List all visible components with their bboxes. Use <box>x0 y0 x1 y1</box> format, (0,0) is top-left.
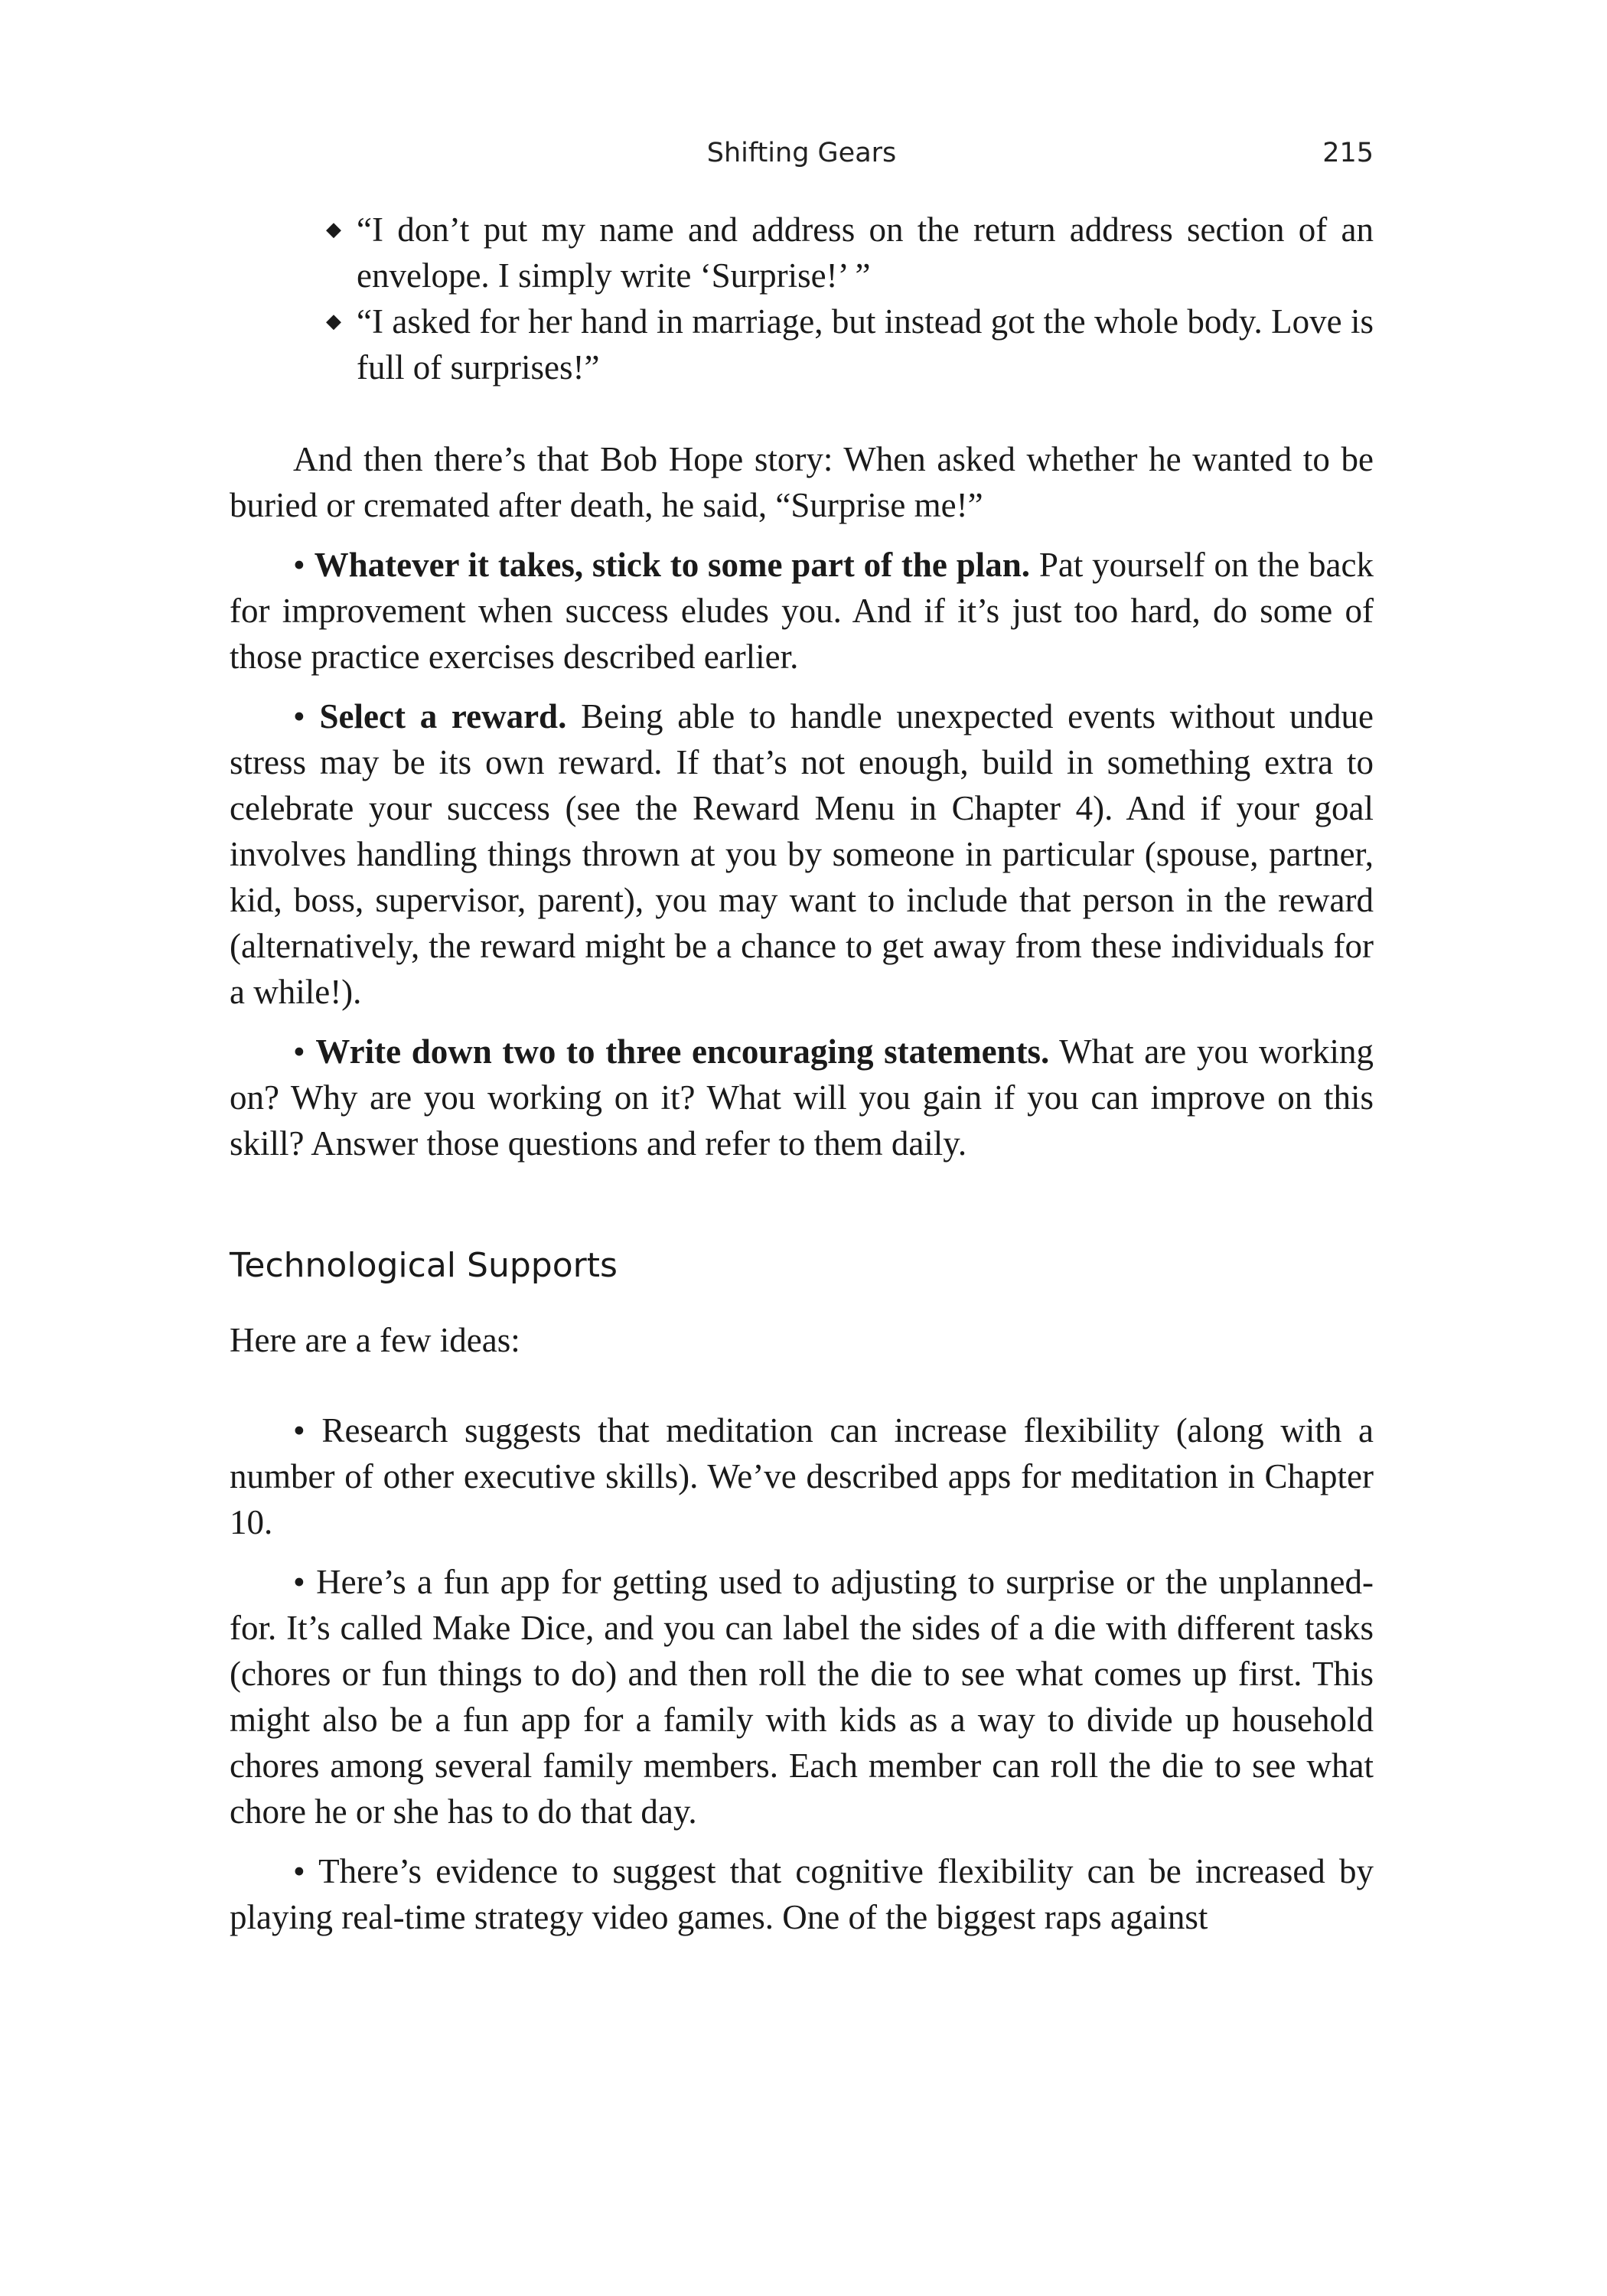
running-head <box>230 130 1374 176</box>
quote-text: “I asked for her hand in marriage, but instead got the whole body. Love is full of surprises!” <box>357 302 1374 386</box>
quote-item <box>230 298 1374 390</box>
bullet-icon: • <box>293 546 305 584</box>
section-intro: Here are a few ideas: <box>230 1320 520 1359</box>
idea-paragraph <box>230 1559 1374 1835</box>
bullet-icon: • <box>293 697 305 735</box>
tip-paragraph <box>230 542 1374 680</box>
bullet-icon: • <box>293 1562 305 1601</box>
body-paragraph: And then there’s that Bob Hope story: When asked whether he wanted to be buried or cremated after death, he said, “Surprise me!” <box>230 440 1374 524</box>
idea-paragraph <box>230 1407 1374 1545</box>
bullet-icon: • <box>293 1411 305 1450</box>
quote-list <box>230 207 1374 390</box>
tip-paragraph <box>230 693 1374 1015</box>
running-title: Shifting Gears <box>706 138 897 168</box>
idea-text: Here’s a fun app for getting used to adjusting to surprise or the unplanned-for. It’s called Make Dice, and you can label the sides of a die with different tasks (chores or fun things to do) and then roll the die to see what comes up first. This might also be a fun app for a family with kids as a way to divide up household chores among several family members. Each member can roll the die to see what chore he or she has to do that day. <box>230 1562 1374 1831</box>
section-heading: Technological Supports <box>230 1246 618 1285</box>
tip-lead: Write down two to three encouraging statements. <box>315 1032 1050 1071</box>
idea-text: Research suggests that meditation can increase flexibility (along with a number of other executive skills). We’ve described apps for meditation in Chapter 10. <box>230 1411 1374 1541</box>
tip-lead: Select a reward. <box>319 697 567 735</box>
quote-text: “I don’t put my name and address on the return address section of an envelope. I simply write ‘Surprise!’ ” <box>357 210 1374 295</box>
diamond-bullet-icon: ◆ <box>326 218 341 240</box>
quote-item <box>230 207 1374 298</box>
idea-paragraph <box>230 1848 1374 1940</box>
tip-paragraph <box>230 1029 1374 1166</box>
bullet-icon: • <box>293 1032 305 1071</box>
book-page <box>230 130 1374 1940</box>
idea-text: There’s evidence to suggest that cognitive flexibility can be increased by playing real-time strategy video games. One of the biggest raps against <box>230 1851 1374 1936</box>
diamond-bullet-icon: ◆ <box>326 310 341 332</box>
bullet-icon: • <box>293 1851 305 1890</box>
tip-body: Being able to handle unexpected events without undue stress may be its own reward. If that’s not enough, build in something extra to celebrate your success (see the Reward Menu in Chapter 4). And if your goal involves handling things thrown at you by someone in particular (spouse, partner, kid, boss, supervisor, parent), you may want to include that person in the reward (alternatively, the reward might be a chance to get away from these individuals for a while!). <box>230 697 1374 1011</box>
tip-body: Pat yourself on the back for improvement when success eludes you. And if it’s just too hard, do some of those practice exercises described earlier. <box>230 546 1374 676</box>
tip-lead: Whatever it takes, stick to some part of the plan. <box>314 546 1031 584</box>
tip-body: What are you working on? Why are you working on it? What will you gain if you can improve on this skill? Answer those questions and refer to them daily. <box>230 1032 1374 1163</box>
page-number: 215 <box>1322 138 1374 168</box>
